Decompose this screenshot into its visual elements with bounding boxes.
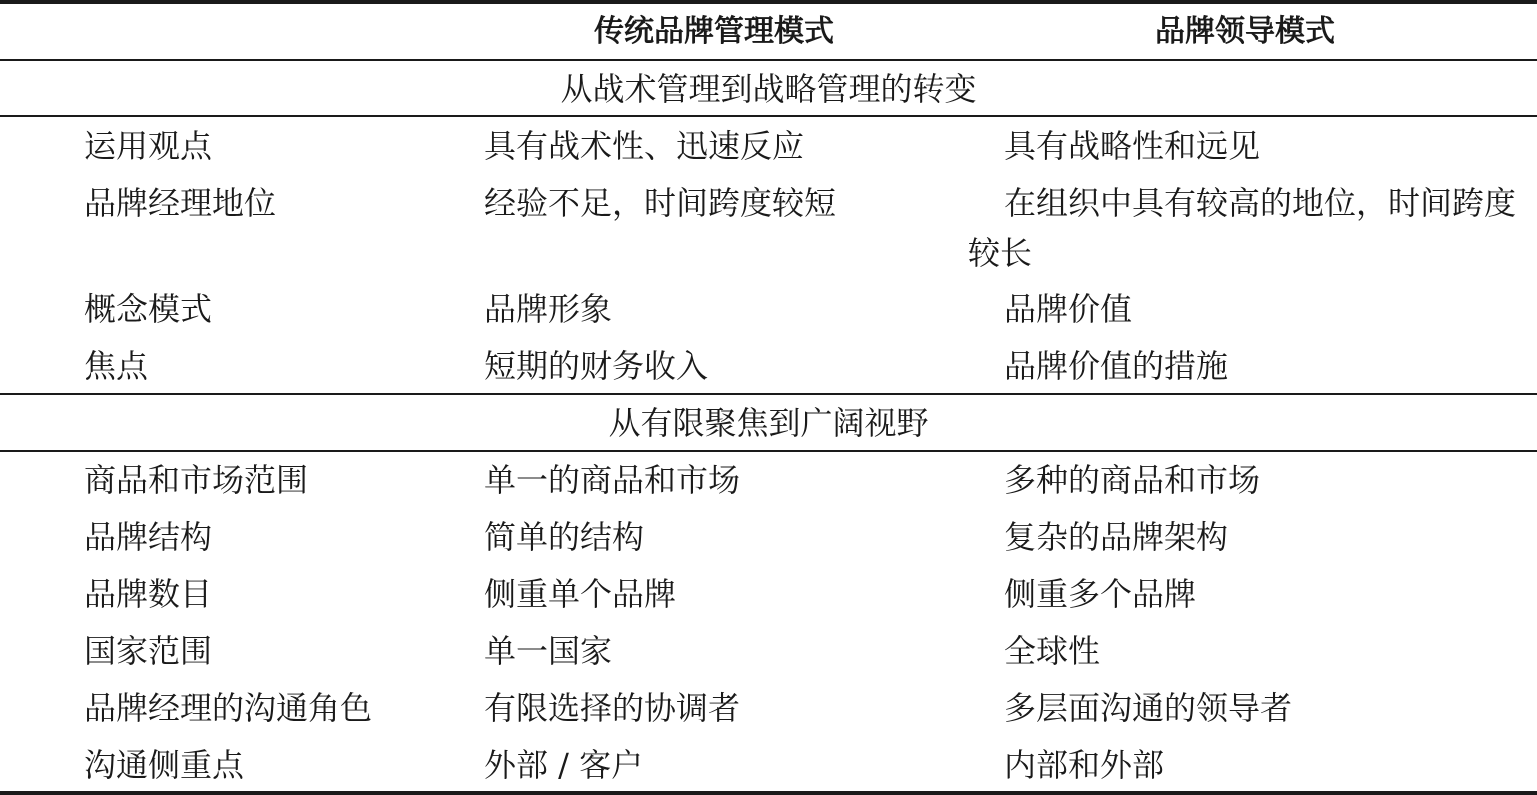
- row-leadership: 品牌价值的措施: [1004, 347, 1229, 385]
- table-row: [0, 175, 1537, 281]
- header-traditional-brand-management: 传统品牌管理模式: [594, 14, 834, 49]
- row-traditional: 经验不足，时间跨度较短: [484, 184, 837, 222]
- row-traditional: 具有战术性、迅速反应: [484, 127, 805, 165]
- table-row: [0, 566, 1537, 623]
- row-leadership: 侧重多个品牌: [1004, 575, 1197, 613]
- table-bottom-rule: [0, 791, 1537, 795]
- table-row: [0, 452, 1537, 509]
- row-traditional: 短期的财务收入: [484, 347, 709, 385]
- row-leadership: 多层面沟通的领导者: [1004, 689, 1293, 727]
- row-traditional: 外部 / 客户: [484, 746, 644, 784]
- section-2-rows: [0, 452, 1537, 794]
- row-leadership: 全球性: [1004, 632, 1101, 670]
- row-aspect: 品牌数目: [84, 575, 213, 613]
- row-aspect: 品牌经理地位: [84, 184, 277, 222]
- table-top-rule: [0, 0, 1537, 4]
- row-traditional: 单一的商品和市场: [484, 461, 741, 499]
- section-1-rows: [0, 118, 1537, 395]
- row-aspect: 焦点: [84, 347, 149, 385]
- row-aspect: 品牌经理的沟通角色: [84, 689, 373, 727]
- row-aspect: 商品和市场范围: [84, 461, 309, 499]
- section-1-rule: [0, 115, 1537, 117]
- table-row: [0, 118, 1537, 175]
- table-row: [0, 737, 1537, 794]
- header-brand-leadership: 品牌领导模式: [1155, 14, 1335, 49]
- row-traditional: 品牌形象: [484, 290, 613, 328]
- row-leadership: 复杂的品牌架构: [1004, 518, 1229, 556]
- row-aspect: 沟通侧重点: [84, 746, 245, 784]
- row-traditional: 简单的结构: [484, 518, 645, 556]
- row-aspect: 品牌结构: [84, 518, 213, 556]
- row-aspect: 运用观点: [84, 127, 213, 165]
- table-row: [0, 509, 1537, 566]
- row-leadership: 多种的商品和市场: [1004, 461, 1261, 499]
- table-row: [0, 680, 1537, 737]
- row-traditional: 有限选择的协调者: [484, 689, 741, 727]
- row-traditional: 单一国家: [484, 632, 613, 670]
- table-row: [0, 281, 1537, 338]
- row-leadership: 内部和外部: [1004, 746, 1165, 784]
- section-title-limited-to-broad: 从有限聚焦到广阔视野: [608, 404, 929, 442]
- row-leadership: 具有战略性和远见: [1004, 127, 1261, 165]
- row-leadership: 在组织中具有较高的地位，时间跨度较长: [968, 184, 1517, 272]
- row-aspect: 国家范围: [84, 632, 213, 670]
- row-traditional: 侧重单个品牌: [484, 575, 677, 613]
- section-title-tactical-to-strategic: 从战术管理到战略管理的转变: [560, 70, 977, 108]
- row-leadership: 品牌价值: [1004, 290, 1133, 328]
- table-row: [0, 623, 1537, 680]
- row-aspect: 概念模式: [84, 290, 213, 328]
- table-row: [0, 338, 1537, 395]
